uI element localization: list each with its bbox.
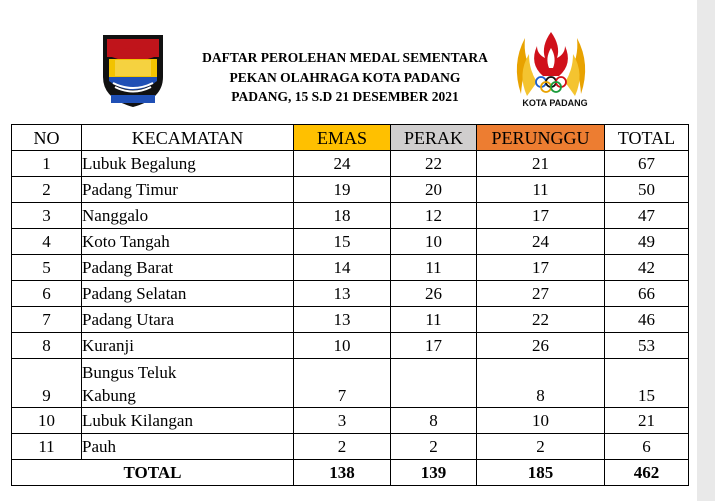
cell-total: 50 bbox=[605, 177, 689, 203]
cell-total: 21 bbox=[605, 408, 689, 434]
table-row bbox=[12, 255, 689, 281]
cell-no: 10 bbox=[12, 408, 82, 434]
table-row bbox=[12, 177, 689, 203]
cell-perunggu: 22 bbox=[477, 307, 605, 333]
cell-perak bbox=[391, 359, 477, 408]
cell-perak: 12 bbox=[391, 203, 477, 229]
cell-perak: 17 bbox=[391, 333, 477, 359]
cell-perak: 2 bbox=[391, 434, 477, 460]
cell-emas: 24 bbox=[294, 151, 391, 177]
title-line-1: DAFTAR PEROLEHAN MEDAL SEMENTARA bbox=[202, 50, 488, 65]
table-row bbox=[12, 333, 689, 359]
cell-kecamatan-line-2: Kabung bbox=[82, 386, 136, 405]
logo-caption: KOTA PADANG bbox=[522, 98, 588, 108]
cell-kecamatan: Koto Tangah bbox=[82, 229, 294, 255]
cell-emas: 13 bbox=[294, 281, 391, 307]
cell-perunggu: 17 bbox=[477, 255, 605, 281]
cell-perunggu: 8 bbox=[477, 359, 605, 408]
cell-kecamatan-line-1: Bungus Teluk bbox=[82, 363, 177, 382]
cell-perunggu: 26 bbox=[477, 333, 605, 359]
table-row bbox=[12, 307, 689, 333]
cell-no: 8 bbox=[12, 333, 82, 359]
table-total-row bbox=[12, 460, 689, 486]
cell-total: 53 bbox=[605, 333, 689, 359]
table-row bbox=[12, 434, 689, 460]
cell-kecamatan: Padang Utara bbox=[82, 307, 294, 333]
cell-no: 7 bbox=[12, 307, 82, 333]
padang-city-emblem-icon bbox=[101, 33, 165, 109]
cell-emas: 2 bbox=[294, 434, 391, 460]
table-row bbox=[12, 281, 689, 307]
cell-perunggu: 10 bbox=[477, 408, 605, 434]
document-header bbox=[0, 0, 697, 122]
cell-perunggu: 27 bbox=[477, 281, 605, 307]
cell-no: 4 bbox=[12, 229, 82, 255]
document-title bbox=[160, 48, 530, 107]
cell-kecamatan: Padang Timur bbox=[82, 177, 294, 203]
cell-perak: 20 bbox=[391, 177, 477, 203]
cell-total: 67 bbox=[605, 151, 689, 177]
page-margin bbox=[697, 0, 715, 501]
col-header-total: TOTAL bbox=[605, 125, 689, 151]
cell-no: 2 bbox=[12, 177, 82, 203]
table-row bbox=[12, 359, 689, 408]
cell-no: 3 bbox=[12, 203, 82, 229]
cell-perunggu: 2 bbox=[477, 434, 605, 460]
table-header-row bbox=[12, 125, 689, 151]
cell-kecamatan: Pauh bbox=[82, 434, 294, 460]
table-row bbox=[12, 229, 689, 255]
cell-perak: 10 bbox=[391, 229, 477, 255]
title-line-2: PEKAN OLAHRAGA KOTA PADANG bbox=[229, 69, 461, 85]
col-header-perak: PERAK bbox=[391, 125, 477, 151]
col-header-no: NO bbox=[12, 125, 82, 151]
cell-no: 9 bbox=[12, 359, 82, 408]
cell-kecamatan: Nanggalo bbox=[82, 203, 294, 229]
cell-emas: 13 bbox=[294, 307, 391, 333]
cell-emas: 10 bbox=[294, 333, 391, 359]
cell-no: 11 bbox=[12, 434, 82, 460]
total-emas: 138 bbox=[294, 460, 391, 486]
cell-total: 15 bbox=[605, 359, 689, 408]
cell-perunggu: 17 bbox=[477, 203, 605, 229]
total-label: TOTAL bbox=[12, 460, 294, 486]
cell-total: 66 bbox=[605, 281, 689, 307]
col-header-emas: EMAS bbox=[294, 125, 391, 151]
total-perunggu: 185 bbox=[477, 460, 605, 486]
table-row bbox=[12, 151, 689, 177]
cell-total: 6 bbox=[605, 434, 689, 460]
cell-perak: 11 bbox=[391, 307, 477, 333]
medal-table bbox=[11, 124, 689, 486]
cell-total: 42 bbox=[605, 255, 689, 281]
cell-kecamatan: Padang Barat bbox=[82, 255, 294, 281]
col-header-kecamatan: KECAMATAN bbox=[82, 125, 294, 151]
cell-emas: 15 bbox=[294, 229, 391, 255]
title-line-3: PADANG, 15 S.D 21 DESEMBER 2021 bbox=[231, 89, 459, 104]
cell-no: 6 bbox=[12, 281, 82, 307]
cell-emas: 7 bbox=[294, 359, 391, 408]
cell-kecamatan: Padang Selatan bbox=[82, 281, 294, 307]
total-total: 462 bbox=[605, 460, 689, 486]
cell-emas: 3 bbox=[294, 408, 391, 434]
col-header-perunggu: PERUNGGU bbox=[477, 125, 605, 151]
cell-total: 47 bbox=[605, 203, 689, 229]
cell-kecamatan: Lubuk Begalung bbox=[82, 151, 294, 177]
cell-perunggu: 24 bbox=[477, 229, 605, 255]
table-row bbox=[12, 203, 689, 229]
cell-kecamatan: Lubuk Kilangan bbox=[82, 408, 294, 434]
cell-total: 49 bbox=[605, 229, 689, 255]
total-perak: 139 bbox=[391, 460, 477, 486]
cell-perak: 8 bbox=[391, 408, 477, 434]
cell-emas: 14 bbox=[294, 255, 391, 281]
cell-perak: 22 bbox=[391, 151, 477, 177]
cell-kecamatan: Kuranji bbox=[82, 333, 294, 359]
cell-emas: 19 bbox=[294, 177, 391, 203]
cell-kecamatan bbox=[82, 359, 294, 408]
cell-total: 46 bbox=[605, 307, 689, 333]
cell-perak: 26 bbox=[391, 281, 477, 307]
cell-perunggu: 21 bbox=[477, 151, 605, 177]
cell-no: 5 bbox=[12, 255, 82, 281]
cell-no: 1 bbox=[12, 151, 82, 177]
cell-perunggu: 11 bbox=[477, 177, 605, 203]
cell-perak: 11 bbox=[391, 255, 477, 281]
table-row bbox=[12, 408, 689, 434]
cell-emas: 18 bbox=[294, 203, 391, 229]
